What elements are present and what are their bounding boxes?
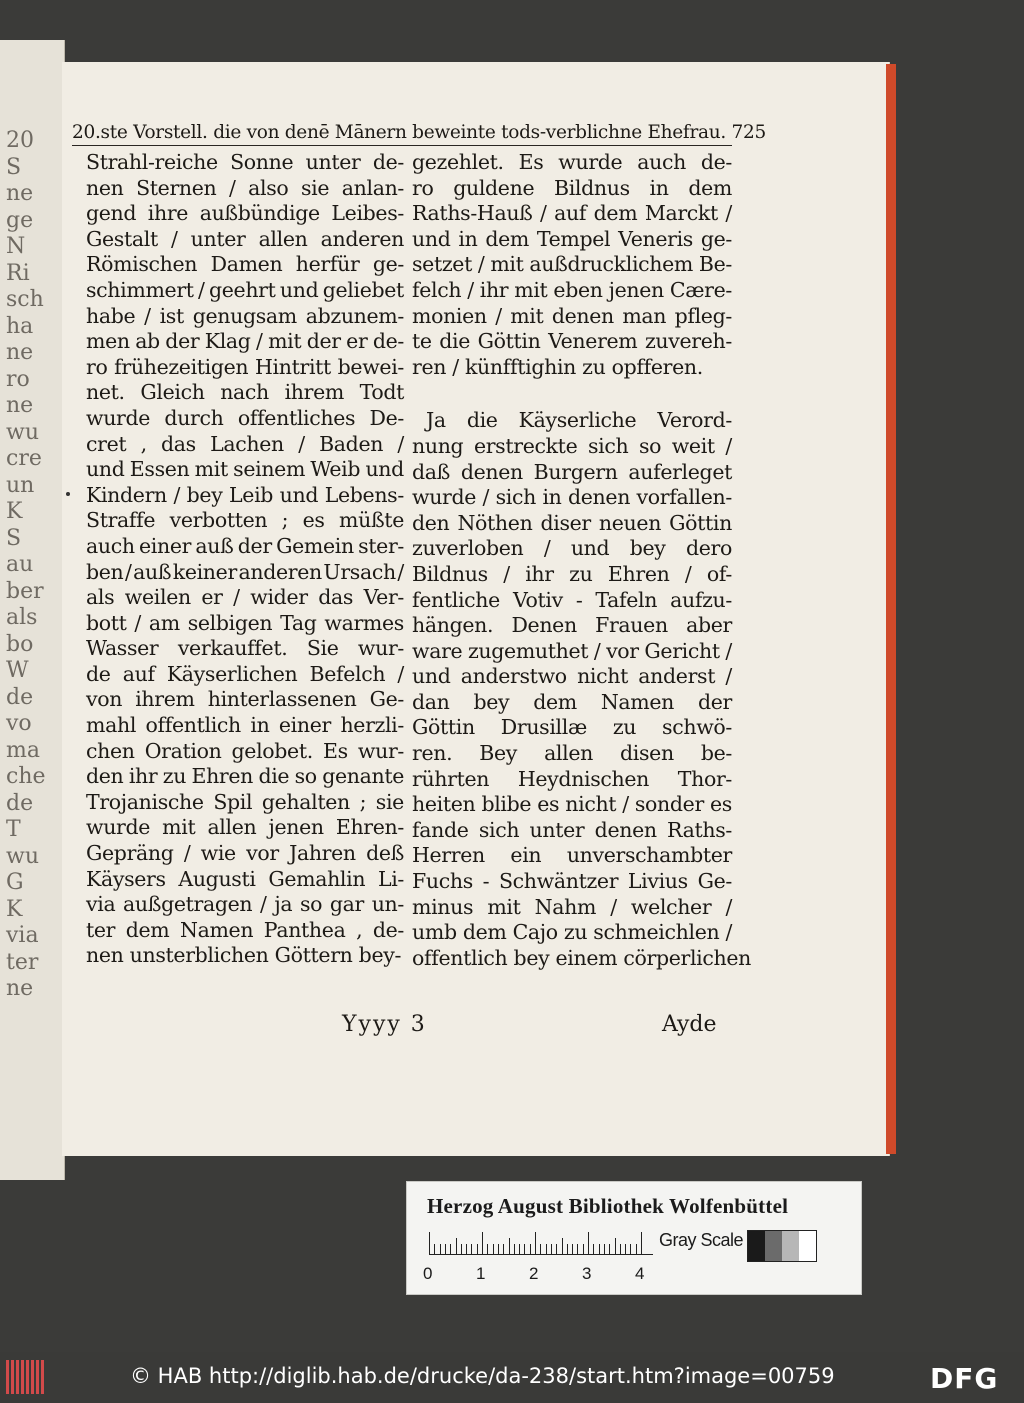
ruler-tick bbox=[620, 1244, 621, 1254]
prev-page-fragment: N bbox=[6, 234, 26, 259]
text-line: Käysers Augusti Gemahlin Li- bbox=[86, 866, 404, 891]
text-line: bott / am selbigen Tag warmes bbox=[86, 610, 404, 635]
ruler-tick bbox=[461, 1244, 462, 1254]
prev-page-fragment: S bbox=[6, 525, 22, 551]
ruler-tick bbox=[440, 1244, 441, 1254]
prev-page-fragment: un bbox=[6, 472, 35, 498]
prev-page-fragment: via bbox=[6, 923, 39, 948]
text-line: de auf Käyserlichen Befelch / bbox=[86, 661, 404, 686]
text-line: minus mit Nahm / welcher / bbox=[412, 894, 732, 919]
scale-ruler bbox=[429, 1232, 653, 1255]
text-line: ro frühezeitigen Hintritt bewei- bbox=[86, 354, 404, 379]
ruler-label: 2 bbox=[529, 1264, 539, 1283]
text-line: Gepräng / wie vor Jahren deß bbox=[86, 841, 404, 866]
prev-page-fragment: ne bbox=[6, 340, 34, 365]
ruler-tick bbox=[487, 1244, 488, 1254]
prev-page-fragment: ne bbox=[6, 976, 34, 1001]
prev-page-fragment: cre bbox=[6, 446, 42, 471]
text-line: cret , das Lachen / Baden / bbox=[86, 431, 404, 456]
text-line: von ihrem hinterlassenen Ge- bbox=[86, 687, 404, 712]
text-line: ware zugemuthet / vor Gericht / bbox=[412, 638, 732, 663]
text-line: Kindern / bey Leib und Lebens- bbox=[86, 482, 404, 507]
ruler-tick bbox=[556, 1244, 557, 1254]
text-line: Römischen Damen herfür ge- bbox=[86, 252, 404, 277]
text-line: ren / künfftighin zu opfferen. bbox=[412, 354, 703, 379]
text-line: te die Göttin Venerem zuvereh- bbox=[412, 329, 732, 354]
text-line: Ja die Käyserliche Verord- bbox=[426, 408, 732, 433]
text-column-left bbox=[86, 150, 404, 969]
ruler-tick bbox=[604, 1244, 605, 1254]
ruler-tick bbox=[456, 1238, 457, 1254]
text-line: und in dem Tempel Veneris ge- bbox=[412, 226, 732, 251]
paragraph-gap bbox=[412, 380, 732, 408]
text-line: nen Sternen / also sie anlan- bbox=[86, 175, 404, 200]
prev-page-fragment: K bbox=[6, 896, 23, 922]
text-line: Raths-Hauß / auf dem Marckt / bbox=[412, 201, 732, 226]
ruler-tick bbox=[599, 1244, 600, 1254]
hab-logo-icon bbox=[6, 1360, 48, 1394]
ruler-tick bbox=[471, 1244, 472, 1254]
text-line: schimmert / geehrt und geliebet bbox=[86, 277, 404, 302]
prev-page-fragment: T bbox=[6, 817, 21, 842]
red-page-edge bbox=[886, 64, 896, 1154]
prev-page-fragment: ha bbox=[6, 313, 34, 339]
ruler-label: 4 bbox=[635, 1264, 645, 1283]
ruler-tick bbox=[509, 1238, 510, 1254]
text-line: wurde mit allen jenen Ehren- bbox=[86, 815, 404, 840]
previous-page-edge bbox=[0, 40, 65, 1180]
text-line: wurde durch offentliches De- bbox=[86, 405, 404, 430]
ruler-tick bbox=[567, 1244, 568, 1254]
catchword: Ayde bbox=[662, 1012, 717, 1037]
ruler-tick bbox=[577, 1244, 578, 1254]
ruler-tick bbox=[524, 1244, 525, 1254]
ruler-label: 3 bbox=[582, 1264, 592, 1283]
text-column-right bbox=[412, 150, 751, 971]
text-line: nung erstreckte sich so weit / bbox=[412, 433, 732, 458]
prev-page-fragment: 20 bbox=[6, 128, 34, 153]
footer-bar bbox=[0, 1352, 1024, 1403]
text-line: daß denen Burgern auferleget bbox=[412, 459, 732, 484]
text-line: umb dem Cajo zu schmeichlen / bbox=[412, 920, 732, 945]
text-line: mahl offentlich in einer herzli- bbox=[86, 713, 404, 738]
ruler-tick bbox=[466, 1244, 467, 1254]
prev-page-fragment: ma bbox=[6, 737, 40, 763]
text-line: Fuchs - Schwäntzer Livius Ge- bbox=[412, 869, 732, 894]
ruler-tick bbox=[535, 1232, 536, 1254]
ruler-tick bbox=[609, 1244, 610, 1254]
prev-page-fragment: wu bbox=[6, 843, 39, 869]
text-line: setzet / mit außdrucklichem Be- bbox=[412, 252, 732, 277]
prev-page-fragment: wu bbox=[6, 419, 39, 445]
text-line: heiten blibe es nicht / sonder es bbox=[412, 792, 732, 817]
text-line: via außgetragen / ja so gar un- bbox=[86, 892, 404, 917]
ink-mark bbox=[66, 492, 70, 496]
ruler-tick bbox=[641, 1232, 642, 1254]
text-line: den Nöthen diser neuen Göttin bbox=[412, 510, 732, 535]
prev-page-fragment: che bbox=[6, 764, 46, 789]
gray-swatch bbox=[782, 1231, 799, 1261]
page-running-header: 20.ste Vorstell. die von denē Mānern beweinte tods-verblichne Ehefrau. 725 bbox=[72, 122, 732, 146]
dfg-logo: DFG bbox=[930, 1362, 999, 1395]
ruler-tick bbox=[572, 1244, 573, 1254]
text-line: Herren ein unverschambter bbox=[412, 843, 732, 868]
prev-page-fragment: de bbox=[6, 684, 34, 710]
color-target-card bbox=[406, 1181, 862, 1295]
prev-page-fragment: vo bbox=[6, 711, 32, 736]
ruler-tick bbox=[503, 1244, 504, 1254]
text-line: rührten Heydnischen Thor- bbox=[412, 766, 732, 791]
prev-page-fragment: Ri bbox=[6, 260, 30, 286]
prev-page-fragment: de bbox=[6, 790, 34, 816]
text-line: offentlich bey einem cörperlichen bbox=[412, 945, 751, 970]
ruler-label: 0 bbox=[423, 1264, 433, 1283]
ruler-tick bbox=[445, 1244, 446, 1254]
ruler-tick bbox=[450, 1244, 451, 1254]
text-line: ter dem Namen Panthea , de- bbox=[86, 917, 404, 942]
text-line: Strahl-reiche Sonne unter de- bbox=[86, 150, 404, 174]
ruler-tick bbox=[530, 1244, 531, 1254]
text-line: und anderstwo nicht anderst / bbox=[412, 664, 732, 689]
ruler-tick bbox=[562, 1238, 563, 1254]
ruler-tick bbox=[593, 1244, 594, 1254]
prev-page-fragment: ne bbox=[6, 181, 34, 206]
signature-mark: Yyyy 3 bbox=[342, 1012, 427, 1037]
prev-page-fragment: W bbox=[6, 658, 29, 683]
prev-page-fragment: K bbox=[6, 499, 23, 524]
text-line: Göttin Drusillæ zu schwö- bbox=[412, 715, 732, 740]
prev-page-fragment: ro bbox=[6, 366, 30, 392]
text-line: Straffe verbotten ; es müßte bbox=[86, 508, 404, 533]
text-line: ren. Bey allen disen be- bbox=[412, 741, 732, 766]
prev-page-fragment: ter bbox=[6, 949, 39, 975]
ruler-tick bbox=[615, 1238, 616, 1254]
ruler-tick bbox=[636, 1244, 637, 1254]
text-line: fande sich unter denen Raths- bbox=[412, 817, 732, 842]
ruler-tick bbox=[630, 1244, 631, 1254]
text-line: net. Gleich nach ihrem Todt bbox=[86, 380, 404, 405]
gray-swatch bbox=[748, 1231, 765, 1261]
ruler-tick bbox=[493, 1244, 494, 1254]
ruler-tick bbox=[625, 1244, 626, 1254]
text-line: und Essen mit seinem Weib und bbox=[86, 457, 404, 482]
text-line: Bildnus / ihr zu Ehren / of- bbox=[412, 561, 732, 586]
text-line: felch / ihr mit eben jenen Cære- bbox=[412, 277, 732, 302]
text-line: dan bey dem Namen der bbox=[412, 689, 732, 714]
text-line: nen unsterblichen Göttern bey- bbox=[86, 943, 402, 968]
text-line: ben / auß keiner anderen Ursach / bbox=[86, 559, 404, 584]
ruler-tick bbox=[429, 1232, 430, 1254]
text-line: den ihr zu Ehren die so genante bbox=[86, 764, 404, 789]
ruler-tick bbox=[477, 1244, 478, 1254]
ruler-tick bbox=[482, 1232, 483, 1254]
text-line: Trojanische Spil gehalten ; sie bbox=[86, 789, 404, 814]
prev-page-fragment: ber bbox=[6, 578, 44, 604]
prev-page-fragment: G bbox=[6, 870, 24, 895]
ruler-tick bbox=[519, 1244, 520, 1254]
prev-page-fragment: ge bbox=[6, 207, 34, 233]
prev-page-fragment: S bbox=[6, 154, 22, 180]
library-name: Herzog August Bibliothek Wolfenbüttel bbox=[427, 1194, 789, 1218]
text-line: chen Oration gelobet. Es wur- bbox=[86, 738, 404, 763]
text-line: auch einer auß der Gemein ster- bbox=[86, 533, 404, 558]
prev-page-fragment: als bbox=[6, 605, 38, 630]
ruler-tick bbox=[498, 1244, 499, 1254]
ruler-tick bbox=[583, 1244, 584, 1254]
prev-page-fragment: sch bbox=[6, 287, 44, 312]
text-line: ro guldene Bildnus in dem bbox=[412, 175, 732, 200]
copyright-notice: © HAB http://diglib.hab.de/drucke/da-238/start.htm?image=00759 bbox=[130, 1364, 835, 1388]
text-line: hängen. Denen Frauen aber bbox=[412, 613, 732, 638]
ruler-tick bbox=[546, 1244, 547, 1254]
text-line: gezehlet. Es wurde auch de- bbox=[412, 150, 732, 174]
text-line: habe / ist genugsam abzunem- bbox=[86, 303, 404, 328]
text-line: Gestalt / unter allen anderen bbox=[86, 226, 404, 251]
text-line: gend ihre außbündige Leibes- bbox=[86, 201, 404, 226]
gray-scale-label: Gray Scale bbox=[659, 1230, 744, 1250]
text-line: men ab der Klag / mit der er de- bbox=[86, 329, 404, 354]
ruler-tick bbox=[514, 1244, 515, 1254]
prev-page-fragment: ne bbox=[6, 393, 34, 418]
ruler-labels bbox=[423, 1264, 663, 1284]
text-line: als weilen er / wider das Ver- bbox=[86, 585, 404, 610]
ruler-tick bbox=[540, 1244, 541, 1254]
ruler-tick bbox=[434, 1244, 435, 1254]
prev-page-fragment: au bbox=[6, 552, 34, 577]
ruler-tick bbox=[551, 1244, 552, 1254]
text-line: Wasser verkauffet. Sie wur- bbox=[86, 636, 404, 661]
prev-page-fragment: bo bbox=[6, 631, 34, 657]
gray-swatch bbox=[765, 1231, 782, 1261]
gray-scale-swatches bbox=[747, 1230, 817, 1262]
text-line: monien / mit denen man pfleg- bbox=[412, 303, 732, 328]
ruler-tick bbox=[588, 1232, 589, 1254]
text-line: wurde / sich in denen vorfallen- bbox=[412, 485, 732, 510]
gray-swatch bbox=[799, 1231, 816, 1261]
text-line: fentliche Votiv - Tafeln aufzu- bbox=[412, 587, 732, 612]
ruler-label: 1 bbox=[476, 1264, 486, 1283]
text-line: zuverloben / und bey dero bbox=[412, 536, 732, 561]
